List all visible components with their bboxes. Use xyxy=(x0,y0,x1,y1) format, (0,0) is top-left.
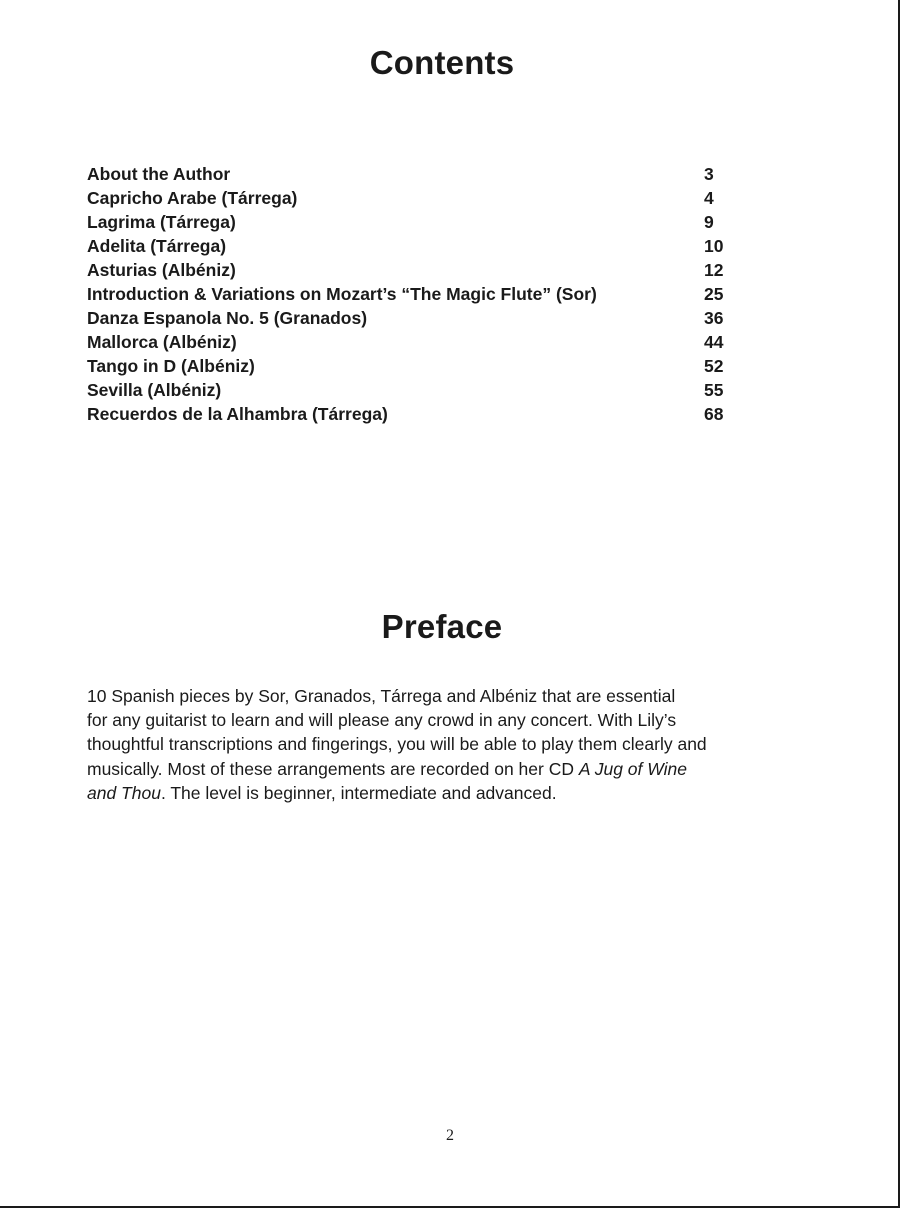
preface-heading: Preface xyxy=(381,608,503,645)
preface-text: 10 Spanish pieces by Sor, Granados, Tárrega and Albéniz that are essential xyxy=(87,686,676,706)
toc-entry-title: About the Author xyxy=(87,164,231,184)
page-number: 2 xyxy=(446,1127,454,1144)
toc-entry-page: 9 xyxy=(704,212,714,232)
toc-entry-page: 55 xyxy=(704,380,724,400)
toc-entry xyxy=(87,284,747,308)
toc-entry-title: Lagrima (Tárrega) xyxy=(87,212,236,232)
toc-entry xyxy=(87,236,747,260)
table-of-contents xyxy=(87,164,747,428)
toc-entry xyxy=(87,332,747,356)
toc-entry-title: Danza Espanola No. 5 (Granados) xyxy=(87,308,368,328)
toc-entry xyxy=(87,188,747,212)
toc-entry xyxy=(87,380,747,404)
toc-entry xyxy=(87,212,747,236)
toc-entry-page: 3 xyxy=(704,164,714,184)
toc-entry xyxy=(87,260,747,284)
toc-entry xyxy=(87,308,747,332)
toc-entry-page: 68 xyxy=(704,404,724,424)
toc-entry-title: Sevilla (Albéniz) xyxy=(87,380,222,400)
preface-text: for any guitarist to learn and will please any crowd in any concert. With Lily’s xyxy=(87,710,677,731)
contents-heading: Contents xyxy=(369,44,515,81)
toc-entry-title: Tango in D (Albéniz) xyxy=(87,356,255,376)
toc-entry-page: 25 xyxy=(704,284,724,304)
toc-entry-page: 10 xyxy=(704,236,724,256)
toc-entry-page: 52 xyxy=(704,356,724,376)
preface-paragraph xyxy=(87,684,817,805)
toc-entry-title: Introduction & Variations on Mozart’s “The Magic Flute” (Sor) xyxy=(87,284,597,304)
toc-entry-page: 44 xyxy=(704,332,724,352)
toc-entry-page: 4 xyxy=(704,188,714,208)
toc-entry-title: Adelita (Tárrega) xyxy=(87,236,227,256)
toc-entry-title: Mallorca (Albéniz) xyxy=(87,332,237,352)
preface-text: musically. Most of these arrangements are recorded on her CD xyxy=(87,758,579,779)
album-title: and Thou xyxy=(87,782,161,803)
toc-entry xyxy=(87,356,747,380)
toc-entry xyxy=(87,404,747,428)
album-title: A Jug of Wine xyxy=(578,758,687,779)
toc-entry-page: 12 xyxy=(704,260,724,280)
toc-entry-title: Recuerdos de la Alhambra (Tárrega) xyxy=(87,404,388,424)
toc-entry-page: 36 xyxy=(704,308,724,328)
toc-entry-title: Asturias (Albéniz) xyxy=(87,260,236,280)
preface-text: . The level is beginner, intermediate and advanced. xyxy=(160,782,557,803)
toc-entry xyxy=(87,164,747,188)
toc-entry-title: Capricho Arabe (Tárrega) xyxy=(87,188,298,208)
preface-text: thoughtful transcriptions and fingerings, you will be able to play them clearly and xyxy=(87,734,707,755)
